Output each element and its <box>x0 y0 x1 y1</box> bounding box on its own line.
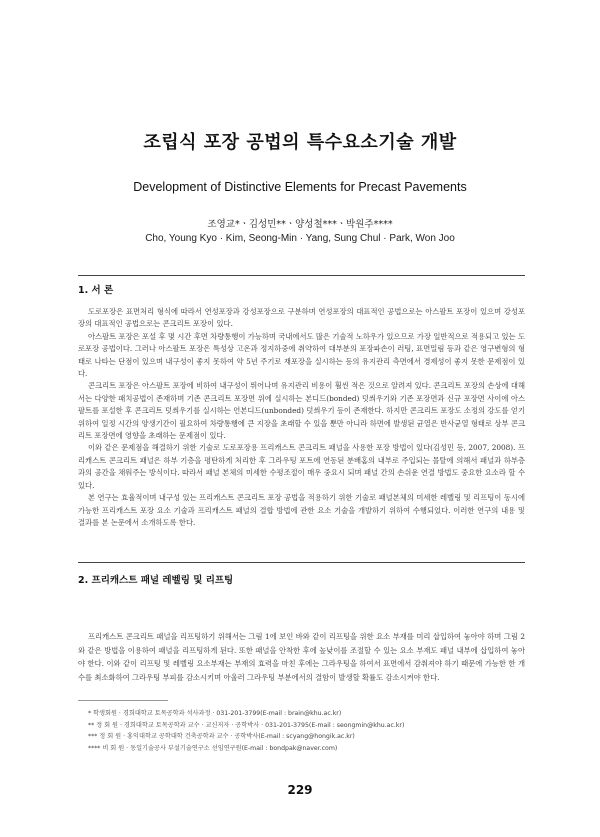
paragraph: 도로포장은 표면처리 형식에 따라서 연성포장과 강성포장으로 구분하며 연성포장의 대표적인 공법으로는 아스팔트 포장이 있으며 강성포장의 대표적인 공법으로는 콘크리트 포장이 있다. <box>78 307 525 329</box>
paragraph: 프리캐스트 콘크리트 패널을 리프팅하기 위해서는 그림 1에 보인 바와 같이 리프팅을 위한 요소 부재를 미리 삽입하여 놓아야 하며 그림 2와 같은 방법을 이용하여 패널을 리프팅하게 된다. 또한 패널을 안착한 후에 높낮이를 조절할 수 있는 요소 부재도 패널 내부에 삽입하여 놓아야 한다. 이와 같이 리프팅 및 레벨링 요소부재는 부재의 효력을 마친 후에는 그라우팅을 하여서 표면에서 감춰져야 하기 때문에 가능한 한 개수를 최소화하여 그라우팅 부피를 감소시키며 아울러 그라우팅 부분에서의 결함이 발생할 확률도 감소시켜야 한다. <box>78 632 525 682</box>
top-divider <box>78 275 525 276</box>
section-2-title: 2. 프리캐스트 패널 레벨링 및 리프팅 <box>78 575 234 586</box>
section-divider <box>78 562 525 563</box>
authors-korean: 조영교*ㆍ김성민**ㆍ양성철***ㆍ박원주**** <box>207 219 393 230</box>
paper-title: 조립식 포장 공법의 특수요소기술 개발 <box>143 132 457 153</box>
section-2-body <box>78 630 525 684</box>
paper-subtitle: Development of Distinctive Elements for Precast Pavements <box>133 180 467 194</box>
paragraph: 아스팔트 포장은 포설 후 몇 시간 후면 차량통행이 가능하며 국내에서도 많은 기술적 노하우가 있으므로 가장 일반적으로 적용되고 있는 도로포장 공법이다. 그러나 아스팔트 포장은 특성상 고온과 정지하중에 취약하여 대부분의 포장파손이 러팅, 표면밀림 등과 같은 영구변형의 형태로 나타는 단점이 있으며 내구성이 좋지 못하여 약 5년 주기로 재포장을 실시하는 등의 유지관리 측면에서 경제성이 좋지 못한 문제점이 있다. <box>78 331 525 379</box>
footnote: **** 비 회 원 · 동일기술공사 부설기술연구소 선임연구원(E-mail : bondpak@naver.com) <box>88 744 338 752</box>
footnote-divider <box>78 700 168 701</box>
paragraph: 본 연구는 효율적이며 내구성 있는 프리캐스트 콘크리트 포장 공법을 적용하기 위한 기술로 패널본체의 미세한 레벨링 및 리프팅이 동시에 가능한 프리캐스트 포장 요소 기술과 프리캐스트 패널의 결합 방법에 관한 요소 기술을 개발하기 위하여 수행되었다. 이러한 연구의 내용 및 결과를 본 논문에서 소개하도록 한다. <box>78 493 525 527</box>
page-number: 229 <box>287 783 313 797</box>
footnote: ** 정 회 원 · 경희대학교 토목공학과 교수 · 교신저자 · 공학박사 · 031-201-3795(E-mail : seongmin@khu.ac.kr) <box>88 721 405 729</box>
paragraph: 콘크리트 포장은 아스팔트 포장에 비하여 내구성이 뛰어나며 유지관리 비용이 훨씬 적은 것으로 알려져 있다. 콘크리트 포장의 손상에 대해서는 다양한 패치공법이 존재하며 기존 콘크리트 포장면 위에 실시하는 본디드(bonded) 덧씌우기와 기존 포장면과 신규 포장면 사이에 아스팔트를 포설한 후 콘크리트 덧씌우기를 실시하는 언본디드(unbonded) 덧씌우기 등이 존재한다. 하지만 콘크리트 포장도 소정의 강도를 얻기 위하여 일정 시간의 양생기간이 필요하여 차량통행에 큰 지장을 초래할 수 있을 뿐만 아니라 하면에 발생된 균열은 반사균열 형태로 상부 콘크리트 포장면에 영향을 초래하는 문제점이 있다. <box>78 381 525 441</box>
section-1-title: 1. 서 론 <box>78 285 114 296</box>
footnotes <box>88 708 518 754</box>
footnote: *** 정 회 원 · 홍익대학교 공학대학 건축공학과 교수 · 공학박사(E-mail : scyang@hongik.ac.kr) <box>88 733 355 740</box>
authors-english: Cho, Young Kyo · Kim, Seong-Min · Yang, Sung Chul · Park, Won Joo <box>145 233 455 244</box>
section-1-body <box>78 306 525 529</box>
paragraph: 이와 같은 문제점을 해결하기 위한 기술로 도로포장용 프리캐스트 콘크리트 패널을 사용한 포장 방법이 있다(김성민 등, 2007, 2008). 프리캐스트 콘크리트 패널은 하부 기층을 평탄하게 처리한 후 그라우팅 포트에 연동된 분배홈의 내부로 주입되는 몰탈에 의해서 패널과 하부층과의 공간을 채워주는 방식이다. 따라서 패널 본체의 미세한 수평조절이 매우 중요시 되며 패널 간의 손쉬운 연결 방법도 중요한 요소라 할 수 있다. <box>78 443 525 490</box>
footnote: * 학생회원 · 경희대학교 토목공학과 석사과정 · 031-201-3799(E-mail : brain@khu.ac.kr) <box>88 710 342 717</box>
